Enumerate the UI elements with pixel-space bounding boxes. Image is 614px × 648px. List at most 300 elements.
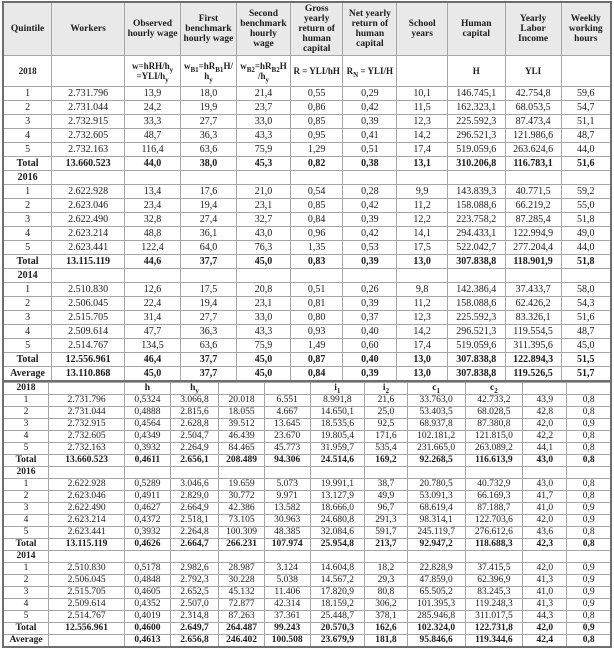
row-label-cell: 5 [3, 527, 49, 539]
value-cell [397, 56, 447, 87]
value-cell: 13,0 [397, 255, 447, 269]
value-cell: 2.732.163 [49, 443, 125, 455]
value-cell: 43,9 [523, 395, 567, 407]
row-label-cell: Total [3, 623, 49, 635]
value-cell: 46,4 [125, 353, 181, 367]
table-row-data [3, 611, 611, 623]
value-cell: 42.386 [219, 503, 265, 515]
value-cell: 96,7 [365, 503, 408, 515]
value-cell [397, 269, 447, 283]
value-cell: 41,3 [523, 575, 567, 587]
value-cell: 45,3 [236, 157, 290, 171]
value-cell: 2.732.163 [52, 143, 125, 157]
value-cell [505, 171, 561, 185]
value-cell: 66.169,3 [465, 491, 523, 503]
value-cell: 2.515.705 [52, 311, 125, 325]
row-label-cell: Total [3, 539, 49, 551]
value-cell: 162,6 [365, 623, 408, 635]
value-cell: 0,84 [291, 213, 343, 227]
value-cell: 23.670 [264, 431, 310, 443]
value-cell: 27,7 [181, 311, 237, 325]
value-cell: 311.395,6 [505, 339, 561, 353]
value-cell: 24.680,8 [310, 515, 365, 527]
row-label-cell: 4 [3, 227, 52, 241]
value-cell: 2.731.796 [49, 395, 125, 407]
value-cell [125, 269, 181, 283]
value-cell [219, 383, 265, 395]
value-cell: 2.792,3 [170, 575, 219, 587]
value-cell: 0,83 [291, 255, 343, 269]
value-cell: 18,0 [181, 87, 237, 101]
value-cell: 18.666,0 [310, 503, 365, 515]
value-cell: 48,7 [561, 325, 611, 339]
value-cell: 44,0 [561, 241, 611, 255]
value-cell: 0,8 [567, 395, 611, 407]
column-header: Quintile [3, 2, 52, 56]
value-cell [236, 171, 290, 185]
value-cell: 296.521,3 [447, 129, 505, 143]
value-cell: 0,9 [567, 419, 611, 431]
value-cell: $w_{B1}=hR_{B1}H/$ $h_y$ [181, 56, 237, 87]
value-cell: 2.664,7 [170, 539, 219, 551]
value-cell: 12,3 [397, 311, 447, 325]
value-cell: 23,7 [236, 101, 290, 115]
table-row-data [3, 185, 611, 199]
value-cell: 307.838,8 [447, 353, 505, 367]
table-row-total [3, 539, 611, 551]
value-cell: 264.487 [219, 623, 265, 635]
value-cell: 18.535,6 [310, 419, 365, 431]
value-cell: 2.514.767 [49, 611, 125, 623]
value-cell [567, 467, 611, 479]
table-row-data [3, 129, 611, 143]
row-label-cell: 1 [3, 185, 52, 199]
value-cell: 0,9 [567, 503, 611, 515]
row-label-cell: 2 [3, 491, 49, 503]
value-cell: 42.754,8 [505, 87, 561, 101]
row-label-cell: 2 [3, 575, 49, 587]
value-cell: 2.623.046 [49, 491, 125, 503]
value-cell: 17.820,9 [310, 587, 365, 599]
value-cell: 225.592,3 [447, 311, 505, 325]
value-cell: 45,0 [561, 339, 611, 353]
value-cell: 2.509.614 [49, 599, 125, 611]
value-cell: 43,3 [236, 325, 290, 339]
value-cell: 58,0 [561, 283, 611, 297]
row-label-cell: 4 [3, 599, 49, 611]
table-row-year-header [3, 383, 611, 395]
table-row-data [3, 599, 611, 611]
value-cell: 43,3 [236, 129, 290, 143]
value-cell: $c_1$ [407, 383, 465, 395]
value-cell: 223.758,2 [447, 213, 505, 227]
value-cell: 9,9 [397, 185, 447, 199]
value-cell: 55,0 [561, 199, 611, 213]
table-row-total [3, 353, 611, 367]
value-cell: 6.551 [264, 395, 310, 407]
column-header: First benchmark hourly wage [181, 2, 237, 56]
value-cell: 17,5 [397, 241, 447, 255]
value-cell: 519.059,6 [447, 143, 505, 157]
value-cell: 59,2 [561, 185, 611, 199]
value-cell: 13,4 [125, 185, 181, 199]
value-cell: 2.515.705 [49, 587, 125, 599]
value-cell: 36,3 [181, 325, 237, 339]
value-cell: 0,3932 [125, 527, 171, 539]
row-label-cell: 2018 [3, 56, 52, 87]
value-cell: 246.402 [219, 635, 265, 648]
value-cell: 27,4 [181, 213, 237, 227]
value-cell: $w=hRH/h_y$ $=YLI/h_y$ [125, 56, 181, 87]
value-cell: 0,8 [567, 455, 611, 467]
value-cell: 2.510.830 [49, 563, 125, 575]
value-cell: 31.959,7 [310, 443, 365, 455]
value-cell: 0,8 [567, 527, 611, 539]
value-cell: 48,7 [125, 129, 181, 143]
human-capital-components-table [2, 382, 612, 648]
value-cell: 158.088,6 [447, 199, 505, 213]
value-cell [465, 467, 523, 479]
value-cell [49, 383, 125, 395]
value-cell [264, 383, 310, 395]
value-cell: h [125, 383, 171, 395]
table-row-data [3, 199, 611, 213]
value-cell: 0,8 [567, 479, 611, 491]
value-cell: 51,8 [561, 213, 611, 227]
value-cell: 13.660.523 [49, 455, 125, 467]
value-cell [52, 56, 125, 87]
value-cell [219, 551, 265, 563]
table-row-data [3, 431, 611, 443]
value-cell: 0,9 [567, 563, 611, 575]
value-cell: 19,4 [181, 297, 237, 311]
value-cell: 225.592,3 [447, 115, 505, 129]
value-cell [407, 551, 465, 563]
value-cell: 276.612,6 [465, 527, 523, 539]
value-cell: 122,4 [125, 241, 181, 255]
value-cell: 2.731.796 [52, 87, 125, 101]
value-cell: 44,0 [561, 143, 611, 157]
value-cell: 266.231 [219, 539, 265, 551]
value-cell: 0,37 [343, 311, 397, 325]
value-cell: 245.119,7 [407, 527, 465, 539]
value-cell: 37,7 [181, 367, 237, 382]
value-cell: 0,39 [343, 115, 397, 129]
value-cell [343, 171, 397, 185]
value-cell: 37.433,7 [505, 283, 561, 297]
table-row-year [3, 467, 611, 479]
value-cell: 119.526,5 [505, 367, 561, 382]
table-row-data [3, 283, 611, 297]
table-row-data [3, 325, 611, 339]
value-cell: 68.028,5 [465, 407, 523, 419]
table-row-data [3, 563, 611, 575]
value-cell: 10,1 [397, 87, 447, 101]
value-cell [561, 56, 611, 87]
value-cell: 169,2 [365, 455, 408, 467]
value-cell: 25,0 [365, 407, 408, 419]
row-label-cell: 3 [3, 587, 49, 599]
row-label-cell: 2 [3, 199, 52, 213]
value-cell: 116,4 [125, 143, 181, 157]
value-cell: 2.264,9 [170, 443, 219, 455]
value-cell: 20.570,3 [310, 623, 365, 635]
value-cell [505, 269, 561, 283]
value-cell: 0,85 [291, 199, 343, 213]
row-label-cell: 3 [3, 311, 52, 325]
value-cell: 2.507,0 [170, 599, 219, 611]
value-cell: 2.656,1 [170, 455, 219, 467]
value-cell: 87.473,4 [505, 115, 561, 129]
table-row-data [3, 527, 611, 539]
row-label-cell: 1 [3, 283, 52, 297]
value-cell: 0,96 [291, 227, 343, 241]
table-row-data [3, 339, 611, 353]
value-cell [49, 551, 125, 563]
value-cell: 64,0 [181, 241, 237, 255]
value-cell: 0,8 [567, 431, 611, 443]
value-cell: 13.660.523 [52, 157, 125, 171]
value-cell: 0,42 [343, 199, 397, 213]
table-row-year [3, 269, 611, 283]
table-row-data [3, 587, 611, 599]
value-cell: 18.159,2 [310, 599, 365, 611]
value-cell: 22.828,9 [407, 563, 465, 575]
table-row-total [3, 367, 611, 382]
value-cell: 0,4349 [125, 431, 171, 443]
row-label-cell: 5 [3, 611, 49, 623]
value-cell [125, 467, 171, 479]
value-cell: 0,39 [343, 297, 397, 311]
value-cell: 45.132 [219, 587, 265, 599]
row-label-cell: 2016 [3, 171, 52, 185]
human-capital-returns-table [2, 1, 612, 382]
value-cell: 296.521,3 [447, 325, 505, 339]
value-cell: 51,7 [561, 367, 611, 382]
value-cell [365, 551, 408, 563]
table-row-data [3, 241, 611, 255]
value-cell: 19.659 [219, 479, 265, 491]
value-cell [52, 269, 125, 283]
value-cell: 37,7 [181, 353, 237, 367]
value-cell: 307.838,8 [447, 255, 505, 269]
value-cell: 11,5 [397, 101, 447, 115]
value-cell: 208.489 [219, 455, 265, 467]
value-cell [170, 551, 219, 563]
value-cell: 87.263 [219, 611, 265, 623]
value-cell: 13,0 [397, 353, 447, 367]
value-cell: 40.732,9 [465, 479, 523, 491]
value-cell: 9,8 [397, 283, 447, 297]
value-cell: 3.046,6 [170, 479, 219, 491]
value-cell: 0,87 [291, 353, 343, 367]
value-cell: 0,4626 [125, 539, 171, 551]
value-cell: 0,86 [291, 101, 343, 115]
value-cell: 23,1 [236, 199, 290, 213]
value-cell: 263.624,6 [505, 143, 561, 157]
value-cell: 306,2 [365, 599, 408, 611]
value-cell: 17,5 [181, 283, 237, 297]
table-row-data [3, 115, 611, 129]
value-cell: 0,39 [343, 255, 397, 269]
value-cell: 2.664,9 [170, 503, 219, 515]
value-cell: 119.344,6 [465, 635, 523, 648]
value-cell: 0,4888 [125, 407, 171, 419]
value-cell: 0,3932 [125, 443, 171, 455]
row-label-cell: 1 [3, 87, 52, 101]
table-row-total [3, 255, 611, 269]
value-cell: 0,9 [567, 575, 611, 587]
value-cell: 11,2 [397, 297, 447, 311]
table-row-data [3, 443, 611, 455]
value-cell: 121.815,0 [465, 431, 523, 443]
value-cell: 39.512 [219, 419, 265, 431]
column-header: School years [397, 2, 447, 56]
value-cell: 0,8 [567, 635, 611, 648]
value-cell: 22,4 [125, 297, 181, 311]
value-cell: 0,55 [291, 87, 343, 101]
header-row [3, 2, 611, 56]
value-cell [465, 551, 523, 563]
value-cell: 13.115.119 [49, 539, 125, 551]
value-cell: 2.829,0 [170, 491, 219, 503]
value-cell: 3.124 [264, 563, 310, 575]
value-cell: 0,26 [343, 283, 397, 297]
value-cell: 2.628,8 [170, 419, 219, 431]
value-cell: 2.314,8 [170, 611, 219, 623]
value-cell: 42.733,2 [465, 395, 523, 407]
value-cell: 142.386,4 [447, 283, 505, 297]
value-cell: 122.731,8 [465, 623, 523, 635]
value-cell: 65.505,2 [407, 587, 465, 599]
value-cell: 13.115.119 [52, 255, 125, 269]
value-cell [181, 171, 237, 185]
value-cell: 25.954,8 [310, 539, 365, 551]
value-cell: 48,8 [125, 227, 181, 241]
value-cell: 13.110.868 [52, 367, 125, 382]
value-cell: 291,3 [365, 515, 408, 527]
value-cell: 2.623.214 [52, 227, 125, 241]
value-cell: $c_2$ [465, 383, 523, 395]
row-label-cell: 3 [3, 503, 49, 515]
row-label-cell: 2016 [3, 467, 49, 479]
value-cell: 18,2 [365, 563, 408, 575]
value-cell: 12,6 [125, 283, 181, 297]
value-cell: 42.314 [264, 599, 310, 611]
value-cell: 42,4 [523, 635, 567, 648]
value-cell: 33,0 [236, 311, 290, 325]
value-cell: 101.395,3 [407, 599, 465, 611]
table-row-formula [3, 56, 611, 87]
value-cell: 17,4 [397, 339, 447, 353]
value-cell: 0,8 [567, 539, 611, 551]
value-cell: 102.324,0 [407, 623, 465, 635]
value-cell: 66.219,2 [505, 199, 561, 213]
value-cell: 119.554,5 [505, 325, 561, 339]
value-cell: $i_2$ [365, 383, 408, 395]
value-cell: 23.679,9 [310, 635, 365, 648]
value-cell: 43,0 [523, 479, 567, 491]
value-cell: 310.206,8 [447, 157, 505, 171]
value-cell: 1,35 [291, 241, 343, 255]
value-cell: 42,0 [523, 623, 567, 635]
value-cell: 63,6 [181, 339, 237, 353]
value-cell: 92.947,2 [407, 539, 465, 551]
value-cell: 2.732.605 [52, 129, 125, 143]
value-cell: 48.385 [264, 527, 310, 539]
value-cell: 2.264,8 [170, 527, 219, 539]
value-cell: 14,2 [397, 129, 447, 143]
value-cell: 99.243 [264, 623, 310, 635]
value-cell: 0,51 [291, 283, 343, 297]
value-cell: 21,0 [236, 185, 290, 199]
row-label-cell: 2018 [3, 383, 49, 395]
value-cell: 44,6 [125, 255, 181, 269]
value-cell: 48,7 [561, 129, 611, 143]
row-label-cell: Total [3, 157, 52, 171]
value-cell: 80,8 [365, 587, 408, 599]
value-cell: 0,4600 [125, 623, 171, 635]
value-cell: 46.439 [219, 431, 265, 443]
value-cell: 100.508 [264, 635, 310, 648]
value-cell: $w_{B2}=hR_{B2}H$ $/h_y$ [236, 56, 290, 87]
table-row-data [3, 575, 611, 587]
value-cell: 12.556.961 [49, 623, 125, 635]
value-cell: 87.380,8 [465, 419, 523, 431]
value-cell: 0,53 [343, 241, 397, 255]
value-cell: 2.732.915 [49, 419, 125, 431]
value-cell: 30.963 [264, 515, 310, 527]
value-cell: 0,60 [343, 339, 397, 353]
value-cell: 3.066,8 [170, 395, 219, 407]
value-cell: 13.127,9 [310, 491, 365, 503]
value-cell: 14,1 [397, 227, 447, 241]
value-cell: 20.780,5 [407, 479, 465, 491]
value-cell: 2.504,7 [170, 431, 219, 443]
value-cell: 5.073 [264, 479, 310, 491]
value-cell: 45,0 [236, 367, 290, 382]
value-cell: 0,80 [291, 311, 343, 325]
value-cell: 2.649,7 [170, 623, 219, 635]
table-row-year [3, 171, 611, 185]
value-cell: 0,4352 [125, 599, 171, 611]
value-cell: 2.622.928 [49, 479, 125, 491]
value-cell: 37.361 [264, 611, 310, 623]
value-cell: 0,8 [567, 407, 611, 419]
value-cell: 19,9 [181, 101, 237, 115]
value-cell [447, 269, 505, 283]
value-cell [523, 551, 567, 563]
value-cell: 9.971 [264, 491, 310, 503]
value-cell: 0,4611 [125, 455, 171, 467]
row-label-cell: 3 [3, 115, 52, 129]
value-cell: 2.652,5 [170, 587, 219, 599]
value-cell: 42,2 [523, 431, 567, 443]
value-cell: 40.771,5 [505, 185, 561, 199]
row-label-cell: Total [3, 455, 49, 467]
value-cell: 75,9 [236, 339, 290, 353]
value-cell: 45,0 [125, 367, 181, 382]
row-label-cell: 5 [3, 339, 52, 353]
value-cell: 2.622.490 [52, 213, 125, 227]
value-cell: 42,0 [523, 419, 567, 431]
value-cell: 42,3 [523, 539, 567, 551]
row-label-cell: 1 [3, 563, 49, 575]
value-cell: 17,4 [397, 143, 447, 157]
value-cell: 122.894,3 [505, 353, 561, 367]
value-cell: 0,93 [291, 325, 343, 339]
value-cell: 51,8 [561, 255, 611, 269]
